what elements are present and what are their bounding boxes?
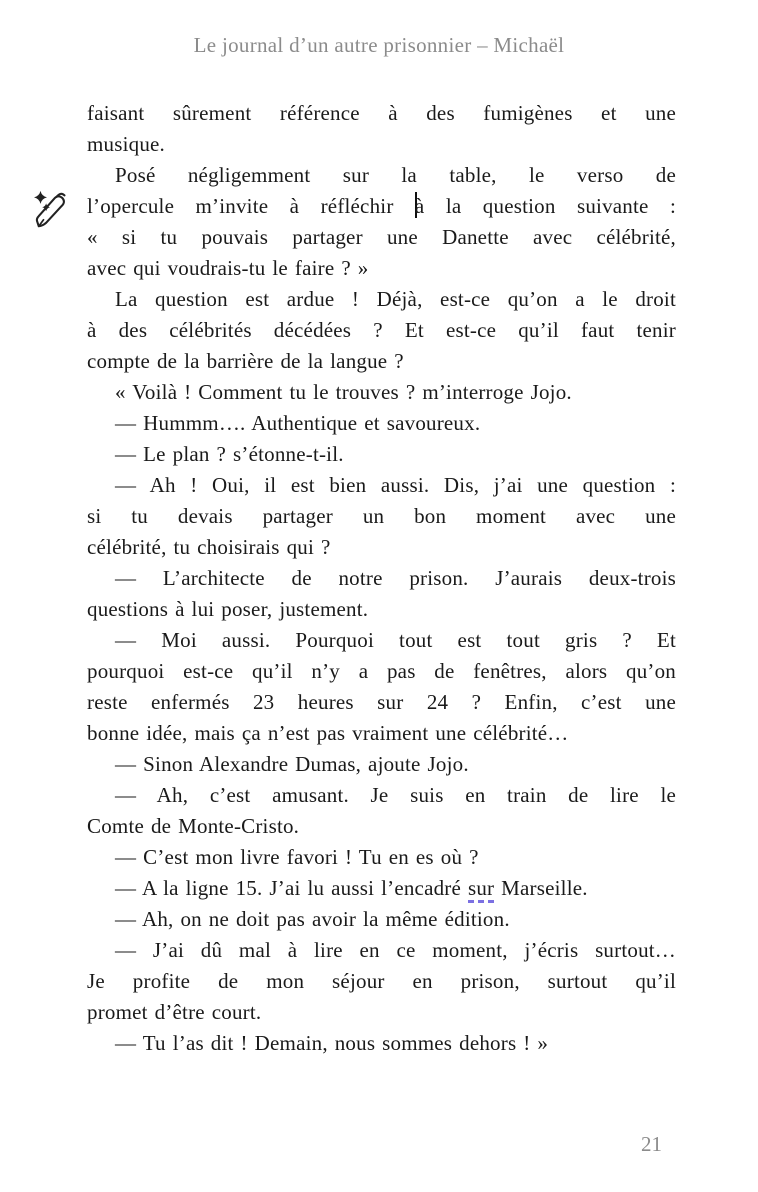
text-line xyxy=(87,594,676,625)
text-segment: Comte de Monte-Cristo. xyxy=(87,814,300,838)
text-line xyxy=(87,315,676,346)
text-line xyxy=(87,873,676,904)
text-line xyxy=(87,160,676,191)
grammar-suggestion-word[interactable]: sur xyxy=(468,876,494,903)
text-segment: — Ah, on ne doit pas avoir la même édition. xyxy=(115,907,510,931)
text-line xyxy=(87,129,676,160)
text-segment: promet d’être court. xyxy=(87,1000,262,1024)
text-line xyxy=(87,842,676,873)
text-segment: — A la ligne 15. J’ai lu aussi l’encadré xyxy=(115,876,468,900)
text-segment: si tu devais partager un bon moment avec une xyxy=(87,504,676,528)
text-line xyxy=(87,98,676,129)
text-line xyxy=(87,904,676,935)
text-line xyxy=(87,470,676,501)
text-segment: — Sinon Alexandre Dumas, ajoute Jojo. xyxy=(115,752,469,776)
text-line xyxy=(87,253,676,284)
text-segment: — Tu l’as dit ! Demain, nous sommes dehors ! » xyxy=(115,1031,549,1055)
text-line xyxy=(87,966,676,997)
text-segment: musique. xyxy=(87,132,166,156)
text-segment: avec qui voudrais-tu le faire ? » xyxy=(87,256,369,280)
text-segment: Je profite de mon séjour en prison, surtout qu’il xyxy=(87,969,676,993)
text-segment: « si tu pouvais partager une Danette avec célébrité, xyxy=(87,225,676,249)
text-line xyxy=(87,625,676,656)
text-segment: à la question suivante : xyxy=(414,194,676,218)
text-segment: — Hummm…. Authentique et savoureux. xyxy=(115,411,481,435)
text-segment: à des célébrités décédées ? Et est-ce qu’il faut tenir xyxy=(87,318,676,342)
text-segment: — C’est mon livre favori ! Tu en es où ? xyxy=(115,845,479,869)
text-segment: « Voilà ! Comment tu le trouves ? m’interroge Jojo. xyxy=(115,380,572,404)
text-line xyxy=(87,532,676,563)
text-line xyxy=(87,191,676,222)
page-number: 21 xyxy=(641,1132,662,1156)
text-segment: — Moi aussi. Pourquoi tout est tout gris ? Et xyxy=(115,628,676,652)
text-segment: La question est ardue ! Déjà, est-ce qu’on a le droit xyxy=(115,287,676,311)
text-segment: bonne idée, mais ça n’est pas vraiment une célébrité… xyxy=(87,721,569,745)
text-segment: Marseille. xyxy=(494,876,588,900)
text-segment: — Le plan ? s’étonne-t-il. xyxy=(115,442,344,466)
text-line xyxy=(87,377,676,408)
text-line xyxy=(87,687,676,718)
sparkle-pen-writing-tools-icon[interactable] xyxy=(31,186,69,232)
text-line xyxy=(87,284,676,315)
sparkle-pen-glyph xyxy=(31,186,69,232)
text-line xyxy=(87,718,676,749)
text-segment: reste enfermés 23 heures sur 24 ? Enfin, c’est une xyxy=(87,690,676,714)
text-segment: Posé négligemment sur la table, le verso de xyxy=(115,163,676,187)
text-segment: — L’architecte de notre prison. J’aurais deux-trois xyxy=(115,566,676,590)
text-line xyxy=(87,346,676,377)
text-segment: pourquoi est-ce qu’il n’y a pas de fenêtres, alors qu’on xyxy=(87,659,676,683)
text-line xyxy=(87,501,676,532)
text-segment: compte de la barrière de la langue ? xyxy=(87,349,404,373)
text-segment: l’opercule m’invite à réfléchir xyxy=(87,194,415,218)
text-line xyxy=(87,997,676,1028)
text-line xyxy=(87,749,676,780)
text-segment: — J’ai dû mal à lire en ce moment, j’écris surtout… xyxy=(115,938,676,962)
text-segment: célébrité, tu choisirais qui ? xyxy=(87,535,331,559)
text-segment: questions à lui poser, justement. xyxy=(87,597,369,621)
text-line xyxy=(87,563,676,594)
running-header: Le journal d’un autre prisonnier – Michaël xyxy=(193,33,565,57)
text-line xyxy=(87,780,676,811)
text-line xyxy=(87,656,676,687)
page-body-text[interactable] xyxy=(87,98,676,1059)
text-segment: — Ah ! Oui, il est bien aussi. Dis, j’ai une question : xyxy=(115,473,676,497)
text-segment: faisant sûrement référence à des fumigènes et une xyxy=(87,101,676,125)
text-line xyxy=(87,1028,676,1059)
text-line xyxy=(87,408,676,439)
text-line xyxy=(87,935,676,966)
text-line xyxy=(87,439,676,470)
text-segment: — Ah, c’est amusant. Je suis en train de lire le xyxy=(115,783,676,807)
text-line xyxy=(87,222,676,253)
text-line xyxy=(87,811,676,842)
